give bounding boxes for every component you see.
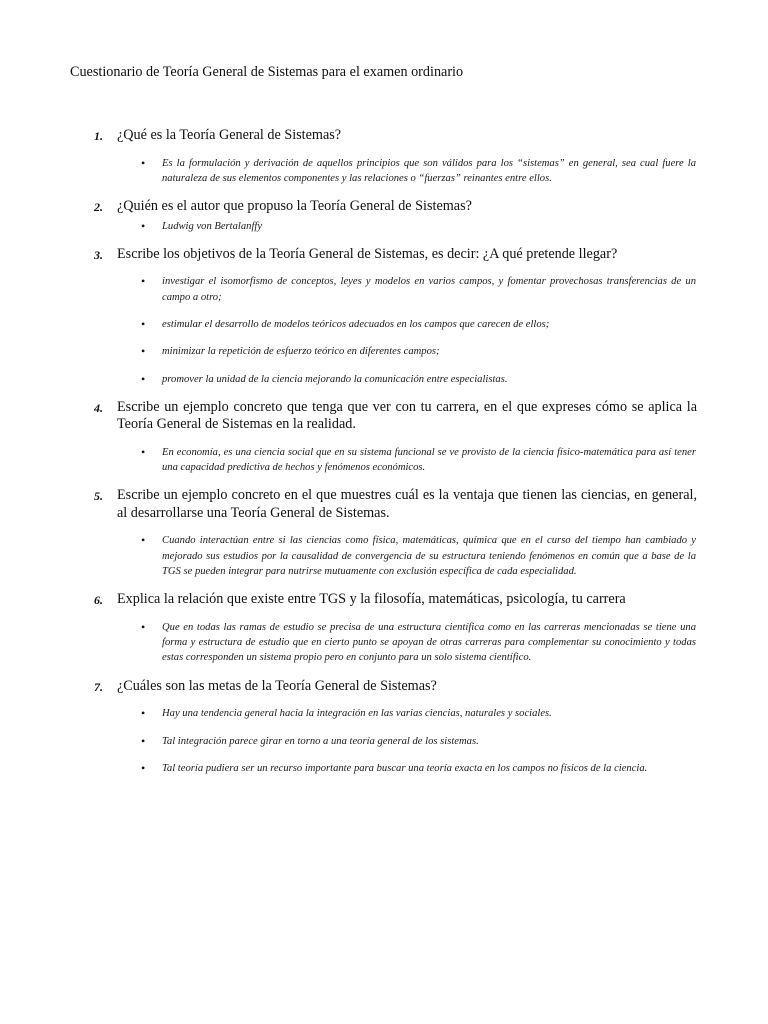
answer-list xyxy=(0,533,768,579)
answer-item xyxy=(0,156,768,187)
question-item xyxy=(0,127,768,186)
answer-item xyxy=(0,761,768,776)
answer-item xyxy=(0,533,768,579)
answer-list xyxy=(0,620,768,666)
question-number: 2. xyxy=(94,200,103,215)
bullet-icon: • xyxy=(141,619,146,634)
answer-list xyxy=(0,156,768,187)
question-number: 1. xyxy=(94,129,103,143)
answer-item xyxy=(0,372,768,387)
bullet-icon: • xyxy=(141,316,146,331)
question-number: 3. xyxy=(94,247,103,262)
bullet-icon: • xyxy=(141,533,146,548)
question-item xyxy=(0,678,768,776)
document-title: Cuestionario de Teoría General de Sistemas para el examen ordinario xyxy=(70,64,464,80)
answer-text: Que en todas las ramas de estudio se precisa de una estructura científica como en las carreras mencionadas se tiene una forma y estructura de estudio que en cierto punto se apoyan de otras carreras para complementar su conocimiento y todas estas corresponden un sistema propio pero en conjunto para un solo sistema científico. xyxy=(162,621,696,664)
question-text: Escribe los objetivos de la Teoría General de Sistemas, es decir: ¿A qué pretende llegar? xyxy=(117,245,618,262)
question-text: Escribe un ejemplo concreto que tenga que ver con tu carrera, en el que expreses cómo se aplica la Teoría General de Sistemas en la realidad. xyxy=(117,398,697,433)
question-number: 7. xyxy=(94,679,103,694)
answer-list xyxy=(0,445,768,476)
bullet-icon: • xyxy=(141,155,146,170)
answer-list xyxy=(0,274,768,386)
question-number: 5. xyxy=(94,489,103,504)
answer-text: estimular el desarrollo de modelos teóricos adecuados en los campos que carecen de ellos; xyxy=(162,318,550,330)
question-item xyxy=(0,487,768,579)
question-item xyxy=(0,198,768,234)
bullet-icon: • xyxy=(141,733,146,748)
question-list xyxy=(0,127,768,788)
question-item xyxy=(0,591,768,665)
answer-item xyxy=(0,344,768,359)
bullet-icon: • xyxy=(141,706,146,721)
bullet-icon: • xyxy=(141,218,146,233)
question-text: ¿Cuáles son las metas de la Teoría General de Sistemas? xyxy=(117,677,437,694)
bullet-icon: • xyxy=(141,344,146,359)
answer-text: minimizar la repetición de esfuerzo teórico en diferentes campos; xyxy=(162,346,440,358)
bullet-icon: • xyxy=(141,760,146,775)
question-number: 4. xyxy=(94,400,103,415)
answer-text: Tal teoría pudiera ser un recurso importante para buscar una teoría exacta en los campos no físicos de la ciencia. xyxy=(162,762,648,774)
answer-text: Hay una tendencia general hacia la integración en las varias ciencias, naturales y sociales. xyxy=(162,708,552,720)
question-number: 6. xyxy=(94,593,103,608)
question-text: ¿Qué es la Teoría General de Sistemas? xyxy=(117,127,342,143)
question-text: Escribe un ejemplo concreto en el que muestres cuál es la ventaja que tienen las ciencias, en general, al desarrollarse una Teoría General de Sistemas. xyxy=(117,487,697,521)
answer-text: En economía, es una ciencia social que en su sistema funcional se ve provisto de la ciencia físico-matemática para así tener una capacidad predictiva de hechos y fenómenos económicos. xyxy=(162,446,696,474)
answer-item xyxy=(0,445,768,476)
answer-item xyxy=(0,706,768,721)
bullet-icon: • xyxy=(141,274,146,289)
answer-list xyxy=(0,219,768,234)
answer-item xyxy=(0,317,768,332)
answer-item xyxy=(0,620,768,666)
bullet-icon: • xyxy=(141,444,146,459)
answer-list xyxy=(0,706,768,776)
question-item xyxy=(0,246,768,387)
answer-text: Cuando interactúan entre si las ciencias como física, matemáticas, química que en el curso del tiempo han cambiado y mejorado sus estudios por la causalidad de convergencia de su estructura teniendo fenómenos en común que a base de la TGS se pueden integrar para nutrirse mutuamente con exclusión específica de cada especialidad. xyxy=(162,535,696,578)
question-text: Explica la relación que existe entre TGS y la filosofía, matemáticas, psicología, tu carrera xyxy=(117,591,626,608)
answer-text: Ludwig von Bertalanffy xyxy=(162,220,263,232)
answer-text: Tal integración parece girar en torno a una teoría general de los sistemas. xyxy=(162,735,479,747)
answer-text: promover la unidad de la ciencia mejorando la comunicación entre especialistas. xyxy=(162,373,508,385)
question-text: ¿Quién es el autor que propuso la Teoría General de Sistemas? xyxy=(117,198,472,215)
question-item xyxy=(0,399,768,476)
answer-item xyxy=(0,219,768,234)
answer-text: Es la formulación y derivación de aquellos principios que son válidos para los “sistemas” en general, sea cual fuere la naturaleza de sus elementos componentes y las relaciones o “fuerzas” reinantes entre ellos. xyxy=(162,157,696,184)
answer-text: investigar el isomorfismo de conceptos, leyes y modelos en varios campos, y fomentar provechosas transferencias de un campo a otro; xyxy=(162,276,696,303)
answer-item xyxy=(0,734,768,749)
answer-item xyxy=(0,274,768,305)
bullet-icon: • xyxy=(141,371,146,386)
